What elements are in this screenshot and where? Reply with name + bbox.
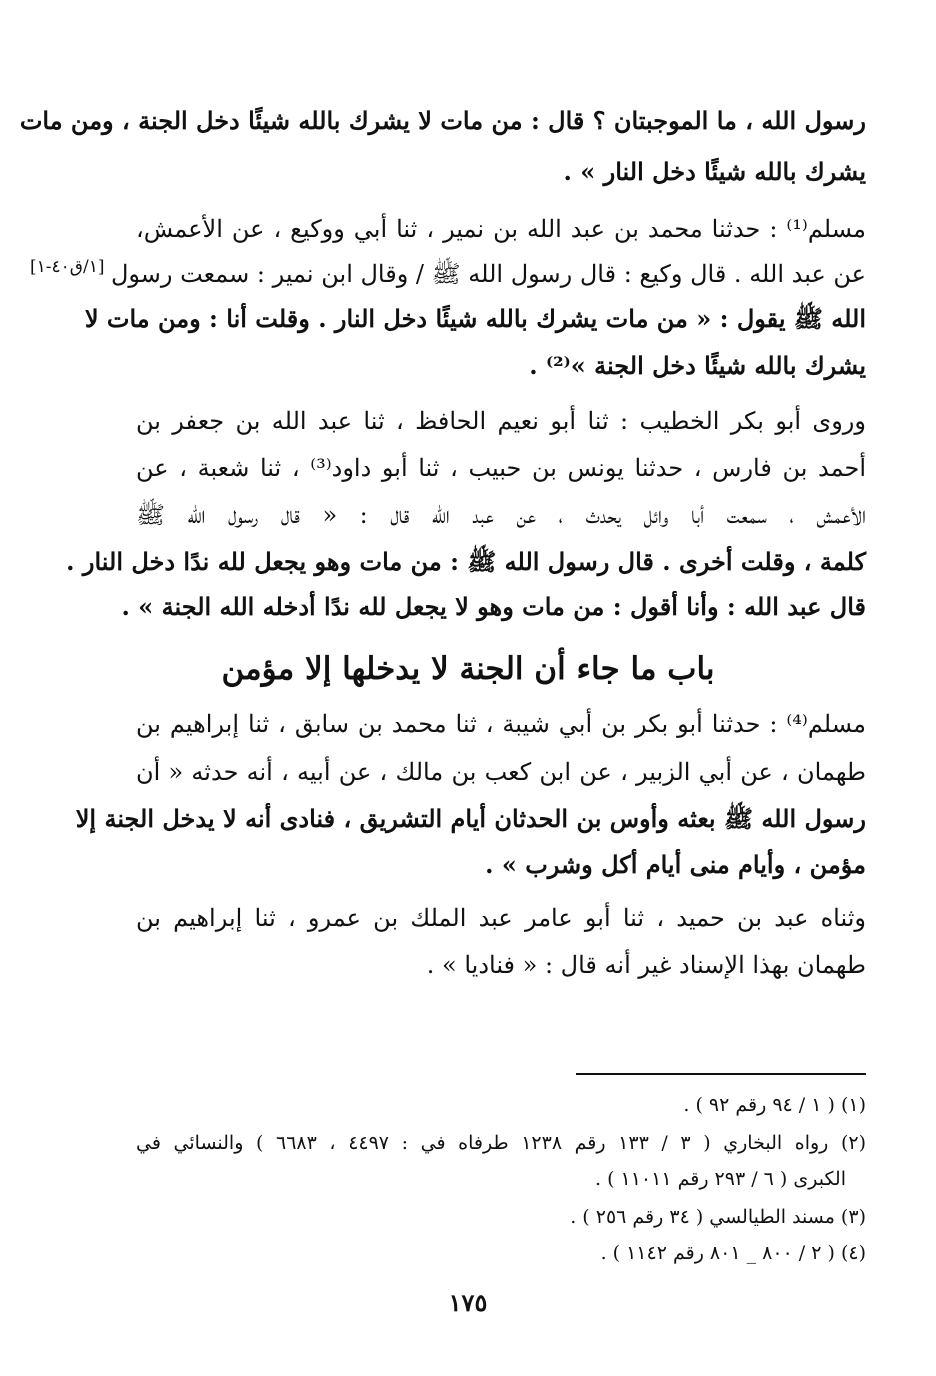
footnote-2-line-2: الكبرى ( ٦ / ٢٩٣ رقم ١١٠١١ ) . [594, 1168, 846, 1190]
paragraph-3-line-2: أحمد بن فارس ، حدثنا يونس بن حبيب ، ثنا أبو داود⁽³⁾ ، ثنا شعبة ، عن [136, 454, 867, 482]
paragraph-1-line-2: يشرك بالله شيئًا دخل النار » . [563, 157, 866, 186]
paragraph-4-line-3: رسول الله ﷺ بعثه وأوس بن الحدثان أيام التشريق ، فنادى أنه لا يدخل الجنة إلا [75, 804, 866, 833]
paragraph-3-line-1: وروى أبو بكر الخطيب : ثنا أبو نعيم الحافظ ، ثنا عبد الله بن جعفر بن [136, 407, 866, 435]
page-number: ١٧٥ [448, 1288, 488, 1317]
section-heading: باب ما جاء أن الجنة لا يدخلها إلا مؤمن [221, 651, 715, 687]
paragraph-1-line-1: رسول الله ، ما الموجبتان ؟ قال : من مات لا يشرك بالله شيئًا دخل الجنة ، ومن مات [19, 106, 866, 135]
paragraph-2-line-1: مسلم⁽¹⁾ : حدثنا محمد بن عبد الله بن نمير ، ثنا أبي ووكيع ، عن الأعمش، [136, 215, 866, 243]
paragraph-4-line-1: مسلم⁽⁴⁾ : حدثنا أبو بكر بن أبي شيبة ، ثنا محمد بن سابق ، ثنا إبراهيم بن [136, 710, 866, 738]
paragraph-3-line-4: كلمة ، وقلت أخرى . قال رسول الله ﷺ : من مات وهو يجعل لله ندًا دخل النار . [66, 547, 866, 576]
paragraph-4-line-4: مؤمن ، وأيام منى أيام أكل وشرب » . [485, 850, 866, 879]
footnote-3: (٣) مسند الطيالسي ( ٣٤ رقم ٢٥٦ ) . [570, 1206, 866, 1228]
paragraph-2-line-4: يشرك بالله شيئًا دخل الجنة »⁽²⁾ . [529, 351, 866, 380]
paragraph-4-line-2: طهمان ، عن أبي الزبير ، عن ابن كعب بن مالك ، عن أبيه ، أنه حدثه « أن [136, 758, 866, 786]
footnote-1: (١) ( ١ / ٩٤ رقم ٩٢ ) . [683, 1094, 866, 1116]
paragraph-3-line-5: قال عبد الله : وأنا أقول : من مات وهو لا يجعل لله ندًا أدخله الله الجنة » . [121, 592, 866, 621]
footnote-separator [576, 1073, 866, 1075]
footnote-4: (٤) ( ٢ / ٨٠٠ _ ٨٠١ رقم ١١٤٢ ) . [600, 1242, 866, 1264]
paragraph-5-line-2: طهمان بهذا الإسناد غير أنه قال : « فناديا » . [426, 951, 866, 979]
footnote-2-line-1: (٢) رواه البخاري ( ٣ / ١٣٣ رقم ١٢٣٨ طرفاه في : ٤٤٩٧ ، ٦٦٨٣ ) والنسائي في [136, 1132, 867, 1154]
paragraph-2-line-3: الله ﷺ يقول : « من مات يشرك بالله شيئًا دخل النار . وقلت أنا : ومن مات لا [84, 304, 866, 333]
paragraph-2-line-2: عن عبد الله . قال وكيع : قال رسول الله ﷺ / وقال ابن نمير : سمعت رسول [110, 260, 866, 288]
manuscript-folio-note: [١/ق٤٠-١] [30, 257, 105, 277]
paragraph-5-line-1: وثناه عبد بن حميد ، ثنا أبو عامر عبد الملك بن عمرو ، ثنا إبراهيم بن [136, 904, 866, 932]
paragraph-3-line-3: الأعمش ، سمعت أبا وائل يحدث ، عن عبد الله قال : « قال رسول الله ﷺ [136, 501, 866, 529]
